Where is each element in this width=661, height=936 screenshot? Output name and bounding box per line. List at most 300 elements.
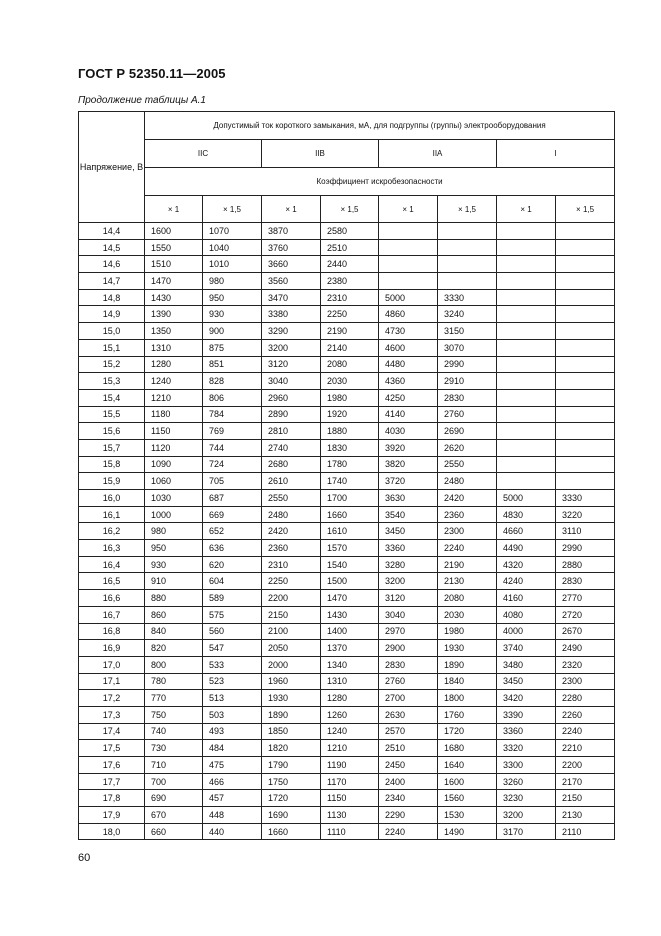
current-cell: 3560 [262, 273, 321, 290]
table-row [79, 523, 615, 540]
current-cell: 2910 [438, 373, 497, 390]
current-cell [556, 239, 615, 256]
current-cell: 4860 [379, 306, 438, 323]
current-cell: 2250 [262, 573, 321, 590]
current-cell: 1930 [262, 690, 321, 707]
current-cell [497, 273, 556, 290]
current-cell [497, 389, 556, 406]
current-cell: 710 [145, 757, 203, 774]
table-row [79, 389, 615, 406]
table-row [79, 807, 615, 824]
table-row [79, 690, 615, 707]
current-cell: 4320 [497, 556, 556, 573]
table-row [79, 540, 615, 557]
current-cell: 2030 [321, 373, 379, 390]
current-cell: 930 [203, 306, 262, 323]
current-cell [497, 373, 556, 390]
voltage-cell: 14,8 [79, 289, 145, 306]
current-cell: 1370 [321, 640, 379, 657]
voltage-cell: 15,6 [79, 423, 145, 440]
current-cell: 740 [145, 723, 203, 740]
current-cell: 3320 [497, 740, 556, 757]
current-cell: 475 [203, 757, 262, 774]
voltage-cell: 16,7 [79, 606, 145, 623]
current-cell [556, 473, 615, 490]
table-row [79, 339, 615, 356]
current-cell: 1700 [321, 490, 379, 507]
current-cell: 1280 [145, 356, 203, 373]
current-cell: 1400 [321, 623, 379, 640]
current-cell: 2810 [262, 423, 321, 440]
current-cell: 2000 [262, 656, 321, 673]
current-cell: 2990 [556, 540, 615, 557]
current-cell: 1240 [321, 723, 379, 740]
current-cell: 1310 [145, 339, 203, 356]
current-cell: 1560 [438, 790, 497, 807]
current-cell: 3070 [438, 339, 497, 356]
current-cell: 1240 [145, 373, 203, 390]
current-cell [556, 456, 615, 473]
current-cell [497, 339, 556, 356]
current-cell: 1800 [438, 690, 497, 707]
current-cell: 980 [145, 523, 203, 540]
current-cell: 2830 [379, 656, 438, 673]
current-cell: 3540 [379, 506, 438, 523]
voltage-cell: 17,6 [79, 757, 145, 774]
current-cell: 2550 [262, 490, 321, 507]
current-cell: 3170 [497, 823, 556, 840]
current-cell: 910 [145, 573, 203, 590]
safety-factor-header: × 1,5 [203, 196, 262, 223]
safety-factor-header: × 1 [262, 196, 321, 223]
current-cell: 2420 [438, 490, 497, 507]
current-cell: 589 [203, 590, 262, 607]
voltage-cell: 17,7 [79, 773, 145, 790]
current-cell: 1260 [321, 706, 379, 723]
voltage-cell: 16,3 [79, 540, 145, 557]
table-row [79, 356, 615, 373]
current-cell: 1720 [262, 790, 321, 807]
current-cell: 2110 [556, 823, 615, 840]
voltage-cell: 17,3 [79, 706, 145, 723]
current-cell: 1280 [321, 690, 379, 707]
current-cell: 724 [203, 456, 262, 473]
current-cell: 2150 [262, 606, 321, 623]
current-cell: 1210 [145, 389, 203, 406]
current-cell [556, 289, 615, 306]
current-cell: 3330 [556, 490, 615, 507]
current-cell: 1930 [438, 640, 497, 657]
table-row [79, 673, 615, 690]
current-cell: 3720 [379, 473, 438, 490]
current-cell: 880 [145, 590, 203, 607]
current-cell: 4080 [497, 606, 556, 623]
current-cell: 2770 [556, 590, 615, 607]
current-cell: 2260 [556, 706, 615, 723]
current-cell: 2150 [556, 790, 615, 807]
table-row [79, 606, 615, 623]
voltage-cell: 16,6 [79, 590, 145, 607]
current-cell: 3040 [262, 373, 321, 390]
current-cell: 660 [145, 823, 203, 840]
current-cell: 3290 [262, 323, 321, 340]
current-cell: 2080 [321, 356, 379, 373]
current-cell: 670 [145, 807, 203, 824]
current-cell: 3920 [379, 439, 438, 456]
table-row [79, 306, 615, 323]
current-cell: 1960 [262, 673, 321, 690]
current-cell: 3660 [262, 256, 321, 273]
table-row [79, 439, 615, 456]
current-cell: 860 [145, 606, 203, 623]
safety-factor-header: × 1 [379, 196, 438, 223]
current-cell [438, 256, 497, 273]
voltage-cell: 17,5 [79, 740, 145, 757]
current-cell: 1980 [321, 389, 379, 406]
current-cell: 3200 [262, 339, 321, 356]
current-cell: 2300 [438, 523, 497, 540]
current-cell: 493 [203, 723, 262, 740]
current-cell: 784 [203, 406, 262, 423]
current-cell: 2190 [321, 323, 379, 340]
current-cell: 2960 [262, 389, 321, 406]
current-cell: 1060 [145, 473, 203, 490]
current-cell: 3280 [379, 556, 438, 573]
current-cell: 533 [203, 656, 262, 673]
voltage-cell: 15,0 [79, 323, 145, 340]
current-cell: 800 [145, 656, 203, 673]
table-continuation-caption: Продолжение таблицы А.1 [78, 95, 206, 106]
current-cell: 1820 [262, 740, 321, 757]
current-cell: 457 [203, 790, 262, 807]
current-cell: 4250 [379, 389, 438, 406]
voltage-cell: 15,7 [79, 439, 145, 456]
current-cell: 2210 [556, 740, 615, 757]
current-cell: 1470 [145, 273, 203, 290]
current-cell: 2130 [556, 807, 615, 824]
current-cell: 900 [203, 323, 262, 340]
current-cell: 2680 [262, 456, 321, 473]
current-cell: 2360 [438, 506, 497, 523]
current-cell: 1600 [438, 773, 497, 790]
group-header-iia: IIA [379, 140, 497, 168]
current-cell: 466 [203, 773, 262, 790]
current-cell: 1170 [321, 773, 379, 790]
table-row [79, 823, 615, 840]
current-cell: 2310 [321, 289, 379, 306]
current-cell [556, 373, 615, 390]
current-cell: 2320 [556, 656, 615, 673]
current-cell [556, 389, 615, 406]
current-cell: 2720 [556, 606, 615, 623]
current-cell: 3200 [497, 807, 556, 824]
table-row [79, 473, 615, 490]
table-row [79, 323, 615, 340]
current-cell: 3330 [438, 289, 497, 306]
current-cell: 1840 [438, 673, 497, 690]
current-cell: 2280 [556, 690, 615, 707]
current-cell: 523 [203, 673, 262, 690]
current-cell: 2620 [438, 439, 497, 456]
table-row [79, 757, 615, 774]
current-cell [556, 339, 615, 356]
current-cell [497, 323, 556, 340]
current-cell: 5000 [497, 490, 556, 507]
current-cell: 2480 [438, 473, 497, 490]
current-cell [497, 473, 556, 490]
current-cell: 1720 [438, 723, 497, 740]
group-header-iic: IIC [145, 140, 262, 168]
table-row [79, 256, 615, 273]
current-cell: 1610 [321, 523, 379, 540]
voltage-cell: 17,2 [79, 690, 145, 707]
current-cell: 950 [203, 289, 262, 306]
current-cell: 1500 [321, 573, 379, 590]
current-cell [556, 273, 615, 290]
current-cell: 4140 [379, 406, 438, 423]
current-cell: 2830 [556, 573, 615, 590]
table-row [79, 406, 615, 423]
current-cell: 1850 [262, 723, 321, 740]
current-cell [497, 306, 556, 323]
current-cell: 1120 [145, 439, 203, 456]
current-cell: 2890 [262, 406, 321, 423]
voltage-cell: 14,7 [79, 273, 145, 290]
current-cell: 1090 [145, 456, 203, 473]
voltage-cell: 16,0 [79, 490, 145, 507]
current-cell: 1980 [438, 623, 497, 640]
current-cell [497, 423, 556, 440]
current-cell: 2420 [262, 523, 321, 540]
voltage-cell: 15,8 [79, 456, 145, 473]
current-cell [438, 223, 497, 240]
current-cell: 1780 [321, 456, 379, 473]
current-cell: 2030 [438, 606, 497, 623]
current-cell: 547 [203, 640, 262, 657]
current-cell: 687 [203, 490, 262, 507]
current-cell [379, 239, 438, 256]
current-cell: 2200 [262, 590, 321, 607]
current-cell: 652 [203, 523, 262, 540]
current-cell: 806 [203, 389, 262, 406]
current-cell [556, 223, 615, 240]
current-cell: 4000 [497, 623, 556, 640]
current-cell: 4160 [497, 590, 556, 607]
current-cell: 2240 [556, 723, 615, 740]
current-cell: 840 [145, 623, 203, 640]
voltage-cell: 14,4 [79, 223, 145, 240]
current-cell: 1660 [262, 823, 321, 840]
current-cell: 744 [203, 439, 262, 456]
current-cell [497, 239, 556, 256]
current-cell: 604 [203, 573, 262, 590]
safety-factor-header: × 1,5 [321, 196, 379, 223]
current-cell: 440 [203, 823, 262, 840]
table-row [79, 239, 615, 256]
current-cell: 4030 [379, 423, 438, 440]
voltage-cell: 14,5 [79, 239, 145, 256]
current-cell: 636 [203, 540, 262, 557]
current-cell: 2100 [262, 623, 321, 640]
table-row [79, 223, 615, 240]
voltage-cell: 15,9 [79, 473, 145, 490]
current-cell: 820 [145, 640, 203, 657]
current-cell: 1680 [438, 740, 497, 757]
current-cell [379, 256, 438, 273]
current-cell: 690 [145, 790, 203, 807]
voltage-cell: 15,4 [79, 389, 145, 406]
current-cell: 3260 [497, 773, 556, 790]
table-row [79, 723, 615, 740]
voltage-cell: 15,5 [79, 406, 145, 423]
current-cell: 2130 [438, 573, 497, 590]
current-cell: 3760 [262, 239, 321, 256]
current-cell: 2510 [379, 740, 438, 757]
current-cell: 3110 [556, 523, 615, 540]
page-number: 60 [78, 852, 91, 864]
table-row [79, 490, 615, 507]
voltage-cell: 16,8 [79, 623, 145, 640]
current-cell [497, 223, 556, 240]
current-cell: 1740 [321, 473, 379, 490]
current-cell: 930 [145, 556, 203, 573]
current-cell: 1750 [262, 773, 321, 790]
current-cell: 1510 [145, 256, 203, 273]
current-cell: 2830 [438, 389, 497, 406]
table-row [79, 623, 615, 640]
current-cell [379, 223, 438, 240]
table-row [79, 656, 615, 673]
voltage-cell: 17,1 [79, 673, 145, 690]
voltage-cell: 16,4 [79, 556, 145, 573]
current-cell: 1890 [262, 706, 321, 723]
current-cell: 575 [203, 606, 262, 623]
current-cell: 3360 [497, 723, 556, 740]
current-cell: 513 [203, 690, 262, 707]
current-cell: 620 [203, 556, 262, 573]
current-cell: 1180 [145, 406, 203, 423]
voltage-cell: 15,2 [79, 356, 145, 373]
current-cell [497, 406, 556, 423]
current-cell: 1150 [321, 790, 379, 807]
current-cell: 2290 [379, 807, 438, 824]
current-cell: 1920 [321, 406, 379, 423]
current-cell: 2610 [262, 473, 321, 490]
current-cell: 2240 [379, 823, 438, 840]
current-cell: 503 [203, 706, 262, 723]
current-cell: 1430 [145, 289, 203, 306]
current-cell: 2190 [438, 556, 497, 573]
voltage-cell: 14,6 [79, 256, 145, 273]
current-cell [438, 273, 497, 290]
current-cell: 3200 [379, 573, 438, 590]
current-cell: 4600 [379, 339, 438, 356]
current-cell: 2300 [556, 673, 615, 690]
current-cell: 780 [145, 673, 203, 690]
current-cell [556, 256, 615, 273]
current-cell: 1690 [262, 807, 321, 824]
current-cell: 1210 [321, 740, 379, 757]
group-header-i: I [497, 140, 615, 168]
voltage-cell: 15,1 [79, 339, 145, 356]
current-cell: 2080 [438, 590, 497, 607]
current-cell: 1390 [145, 306, 203, 323]
table-row [79, 273, 615, 290]
current-cell [379, 273, 438, 290]
current-cell: 4730 [379, 323, 438, 340]
current-cell: 1890 [438, 656, 497, 673]
table-row [79, 573, 615, 590]
current-cell [556, 439, 615, 456]
current-cell: 2450 [379, 757, 438, 774]
current-cell: 875 [203, 339, 262, 356]
current-cell: 3470 [262, 289, 321, 306]
voltage-cell: 17,0 [79, 656, 145, 673]
current-cell: 2170 [556, 773, 615, 790]
safety-factor-header: × 1,5 [556, 196, 615, 223]
voltage-column-header: Напряжение, В [79, 112, 145, 223]
current-cell: 2580 [321, 223, 379, 240]
current-cell: 851 [203, 356, 262, 373]
current-cell: 2380 [321, 273, 379, 290]
safety-factor-header: × 1 [497, 196, 556, 223]
current-cell: 2760 [438, 406, 497, 423]
current-cell: 770 [145, 690, 203, 707]
current-cell: 2900 [379, 640, 438, 657]
current-cell [556, 406, 615, 423]
table-row [79, 506, 615, 523]
current-cell: 2400 [379, 773, 438, 790]
current-cell: 1760 [438, 706, 497, 723]
current-cell: 1150 [145, 423, 203, 440]
current-cell: 3040 [379, 606, 438, 623]
current-cell: 4830 [497, 506, 556, 523]
current-cell: 2440 [321, 256, 379, 273]
document-title: ГОСТ Р 52350.11—2005 [78, 66, 226, 81]
current-cell: 4490 [497, 540, 556, 557]
current-cell: 4360 [379, 373, 438, 390]
current-cell [497, 456, 556, 473]
current-cell: 980 [203, 273, 262, 290]
current-cell: 3220 [556, 506, 615, 523]
table-row [79, 640, 615, 657]
current-cell: 3300 [497, 757, 556, 774]
current-cell [497, 289, 556, 306]
current-cell: 2340 [379, 790, 438, 807]
current-cell: 1660 [321, 506, 379, 523]
current-cell: 2700 [379, 690, 438, 707]
table-row [79, 373, 615, 390]
current-cell: 1000 [145, 506, 203, 523]
current-cell: 3120 [379, 590, 438, 607]
current-cell [556, 423, 615, 440]
voltage-cell: 15,3 [79, 373, 145, 390]
current-cell: 3360 [379, 540, 438, 557]
current-cell: 1130 [321, 807, 379, 824]
current-cell: 1010 [203, 256, 262, 273]
current-cell: 560 [203, 623, 262, 640]
current-cell: 3740 [497, 640, 556, 657]
current-cell: 3120 [262, 356, 321, 373]
voltage-cell: 17,8 [79, 790, 145, 807]
table-row [79, 423, 615, 440]
current-cell: 1030 [145, 490, 203, 507]
current-cell: 5000 [379, 289, 438, 306]
current-cell: 1110 [321, 823, 379, 840]
current-cell: 1550 [145, 239, 203, 256]
current-cell [497, 256, 556, 273]
current-cell: 3870 [262, 223, 321, 240]
